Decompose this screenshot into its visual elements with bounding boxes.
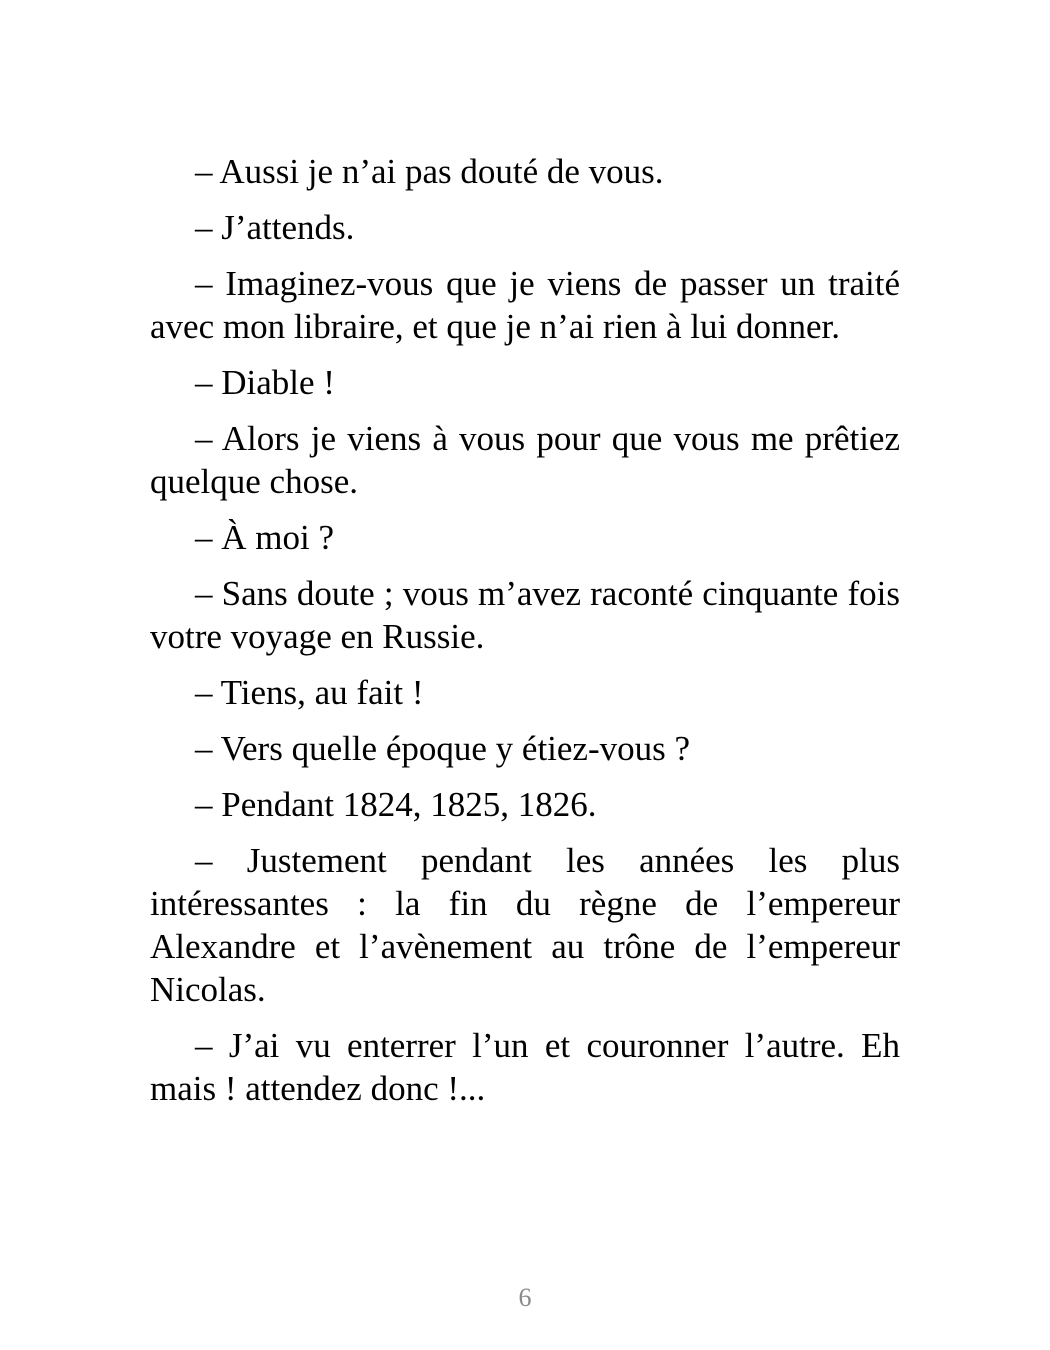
page-number: 6 xyxy=(518,1283,532,1312)
dialogue-paragraph: – Justement pendant les années les plus intéressantes : la fin du règne de l’empereur Alexandre et l’avènement au trône de l’empereur Nicolas. xyxy=(150,841,900,1009)
dialogue-paragraph: – Aussi je n’ai pas douté de vous. xyxy=(195,152,664,191)
dialogue-paragraph: – Alors je viens à vous pour que vous me prêtiez quelque chose. xyxy=(150,419,900,501)
dialogue-paragraph: – Sans doute ; vous m’avez raconté cinquante fois votre voyage en Russie. xyxy=(150,574,900,656)
dialogue-paragraph: – Pendant 1824, 1825, 1826. xyxy=(195,785,597,824)
dialogue-paragraph: – Imaginez-vous que je viens de passer un traité avec mon libraire, et que je n’ai rien à lui donner. xyxy=(150,264,900,346)
dialogue-paragraph: – Vers quelle époque y étiez-vous ? xyxy=(195,729,691,768)
dialogue-paragraph: – Tiens, au fait ! xyxy=(195,673,424,712)
body-text xyxy=(150,150,900,1123)
dialogue-paragraph: – Diable ! xyxy=(195,363,335,402)
dialogue-paragraph: – À moi ? xyxy=(195,518,335,557)
dialogue-paragraph: – J’ai vu enterrer l’un et couronner l’autre. Eh mais ! attendez donc !... xyxy=(150,1026,900,1108)
dialogue-paragraph: – J’attends. xyxy=(195,208,355,247)
